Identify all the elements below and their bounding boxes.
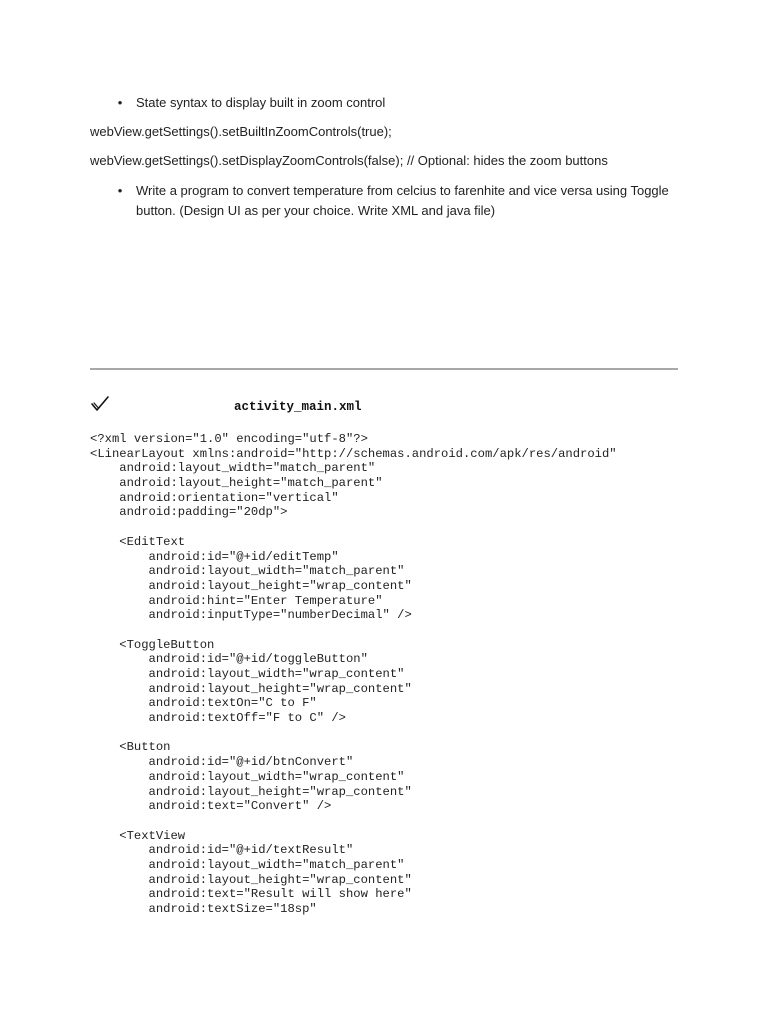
code-line: android:layout_height="wrap_content" xyxy=(90,578,412,593)
bullet-item-temperature-program xyxy=(90,181,690,221)
code-line: android:layout_width="match_parent" xyxy=(90,857,405,872)
code-line: android:id="@+id/btnConvert" xyxy=(90,755,354,770)
code-line: <LinearLayout xmlns:android="http://schemas.android.com/apk/res/android" xyxy=(90,446,617,461)
checkmark-icon xyxy=(90,395,110,413)
code-line: android:layout_width="match_parent" xyxy=(90,461,376,476)
bullet-text: Write a program to convert temperature from celcius to farenhite and vice versa using Toggle button. (Design UI as per your choice. Write XML and java file) xyxy=(136,183,669,218)
section-divider xyxy=(90,368,678,370)
code-line: <ToggleButton xyxy=(90,637,215,652)
code-line xyxy=(90,726,617,741)
code-line: android:orientation="vertical" xyxy=(90,490,339,505)
code-line: android:text="Result will show here" xyxy=(90,887,412,902)
code-line: android:text="Convert" /> xyxy=(90,799,332,814)
code-line: <?xml version="1.0" encoding="utf-8"?> xyxy=(90,432,368,446)
code-line: android:layout_width="match_parent" xyxy=(90,564,405,579)
code-line: android:layout_height="wrap_content" xyxy=(90,872,412,887)
bullet-icon: • xyxy=(117,183,123,198)
code-line: android:layout_height="wrap_content" xyxy=(90,681,412,696)
code-line: android:textOn="C to F" xyxy=(90,696,317,711)
code-line: android:layout_height="wrap_content" xyxy=(90,784,412,799)
code-line xyxy=(90,623,617,638)
code-line: <Button xyxy=(90,740,171,755)
code-line: android:textSize="18sp" xyxy=(90,902,317,916)
file-title: activity_main.xml xyxy=(234,400,362,414)
code-line: android:inputType="numberDecimal" /> xyxy=(90,608,412,623)
code-line: android:id="@+id/editTemp" xyxy=(90,549,339,564)
code-line: android:id="@+id/toggleButton" xyxy=(90,652,368,667)
bullet-icon: • xyxy=(117,95,123,110)
code-line xyxy=(90,520,617,535)
code-line: <EditText xyxy=(90,534,186,549)
bullet-text: State syntax to display built in zoom control xyxy=(136,95,386,110)
code-line: android:layout_height="match_parent" xyxy=(90,476,383,491)
zoom-code-line-1: webView.getSettings().setBuiltInZoomControls(true); xyxy=(90,124,392,139)
code-line: android:padding="20dp"> xyxy=(90,505,288,520)
xml-code-block xyxy=(90,432,617,917)
code-line xyxy=(90,814,617,829)
code-line: android:hint="Enter Temperature" xyxy=(90,593,383,608)
code-line: android:textOff="F to C" /> xyxy=(90,711,346,726)
code-line: android:id="@+id/textResult" xyxy=(90,843,354,858)
code-line: android:layout_width="wrap_content" xyxy=(90,667,405,681)
code-line: <TextView xyxy=(90,828,186,843)
zoom-code-line-2: webView.getSettings().setDisplayZoomControls(false); // Optional: hides the zoom buttons xyxy=(90,153,608,168)
code-line: android:layout_width="wrap_content" xyxy=(90,769,405,784)
bullet-item-zoom-syntax xyxy=(90,93,690,113)
